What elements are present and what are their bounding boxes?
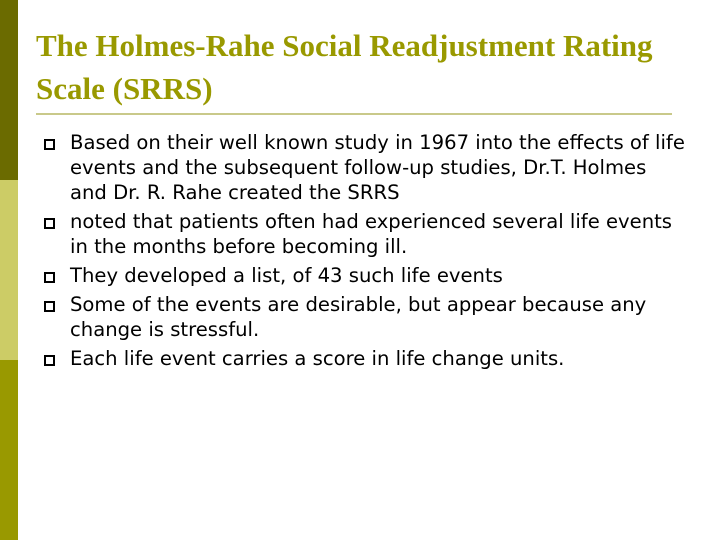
bullet-item <box>36 130 686 205</box>
hollow-square-bullet-icon <box>44 301 55 312</box>
bullet-text: Some of the events are desirable, but appear because any change is stressful. <box>70 293 647 341</box>
side-strip-bottom <box>0 360 18 540</box>
bullet-item <box>36 263 686 288</box>
hollow-square-bullet-icon <box>44 218 55 229</box>
hollow-square-bullet-icon <box>44 272 55 283</box>
bullet-list <box>36 130 686 375</box>
hollow-square-bullet-icon <box>44 355 55 366</box>
hollow-square-bullet-icon <box>44 139 55 150</box>
side-strip-top <box>0 0 18 180</box>
bullet-text: Each life event carries a score in life change units. <box>70 347 565 370</box>
bullet-text: They developed a list, of 43 such life events <box>70 264 503 287</box>
title-divider <box>36 113 672 115</box>
side-strip-middle <box>0 180 18 360</box>
bullet-item <box>36 346 686 371</box>
bullet-text: Based on their well known study in 1967 into the effects of life events and the subsequent follow-up studies, Dr.T. Holmes and Dr. R. Rahe created the SRRS <box>70 131 685 204</box>
slide-title: The Holmes-Rahe Social Readjustment Rating Scale (SRRS) <box>36 28 653 106</box>
bullet-text: noted that patients often had experienced several life events in the months before becoming ill. <box>70 210 673 258</box>
bullet-item <box>36 209 686 259</box>
bullet-item <box>36 292 686 342</box>
